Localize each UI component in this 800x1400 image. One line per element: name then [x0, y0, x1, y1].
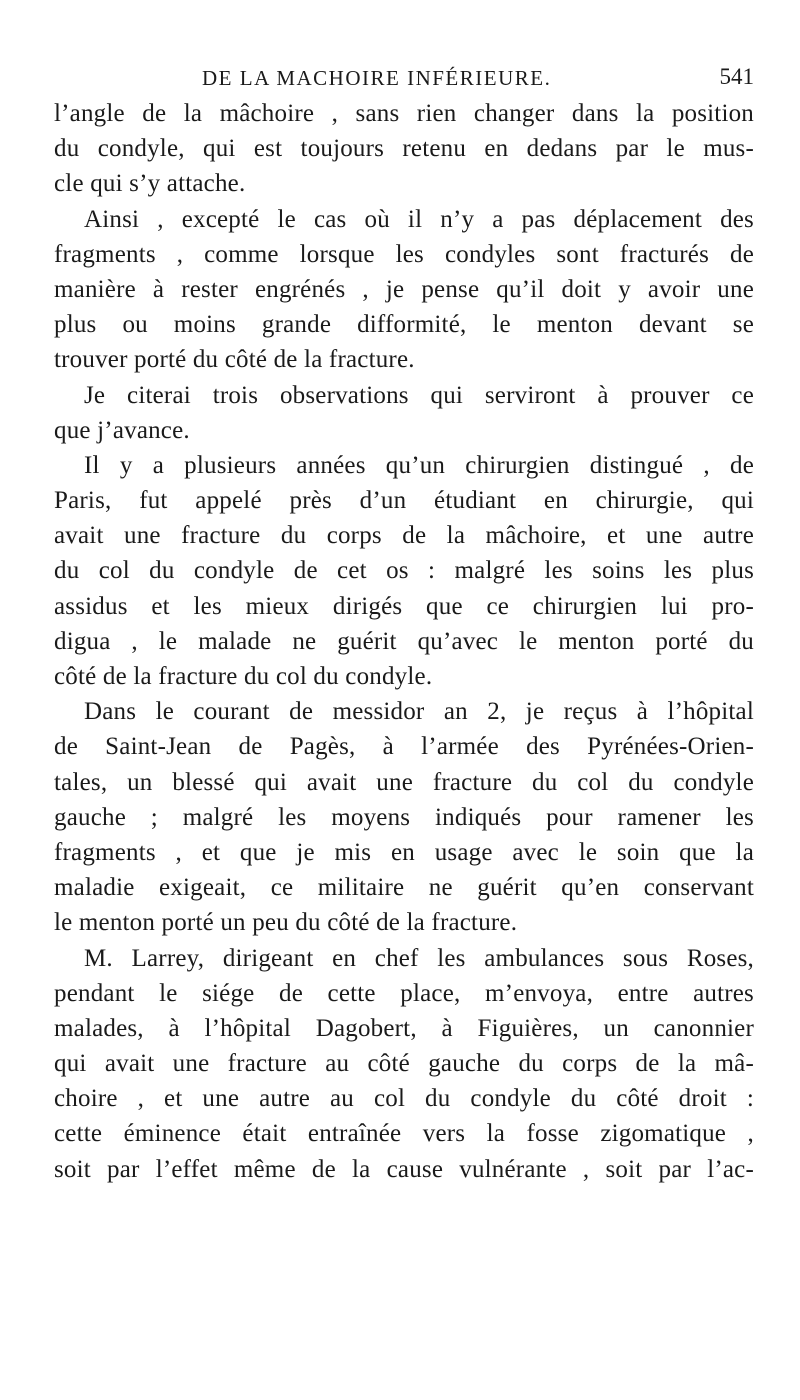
text-line: du condyle, qui est toujours retenu en dedans par le mus-: [54, 135, 754, 163]
text-line: cette éminence était entraînée vers la fosse zigomatique ,: [54, 1120, 754, 1148]
text-line: gauche ; malgré les moyens indiqués pour ramener les: [54, 803, 754, 831]
text-line: Je citerai trois observations qui serviront à prouver ce: [84, 381, 754, 409]
text-line: pendant le siége de cette place, m’envoya, entre autres: [54, 979, 754, 1007]
text-line: cle qui s’y attache.: [54, 170, 246, 198]
text-line: malades, à l’hôpital Dagobert, à Figuières, un canonnier: [54, 1014, 754, 1042]
text-line: fragments , comme lorsque les condyles sont fracturés de: [54, 240, 754, 268]
text-line: manière à rester engrénés , je pense qu’il doit y avoir une: [54, 275, 754, 303]
text-line: que j’avance.: [54, 416, 190, 444]
text-line: soit par l’effet même de la cause vulnérante , soit par l’ac-: [54, 1155, 754, 1183]
text-line: avait une fracture du corps de la mâchoire, et une autre: [54, 522, 754, 550]
text-line: de Saint-Jean de Pagès, à l’armée des Pyrénées-Orien-: [54, 733, 754, 761]
text-line: plus ou moins grande difformité, le menton devant se: [54, 311, 754, 339]
text-line: le menton porté un peu du côté de la fracture.: [54, 909, 518, 937]
text-line: Ainsi , excepté le cas où il n’y a pas déplacement des: [84, 205, 754, 233]
text-line: côté de la fracture du col du condyle.: [54, 663, 433, 690]
book-page: [54, 56, 754, 1187]
page-header: [54, 56, 754, 96]
running-title: DE LA MACHOIRE INFÉRIEURE.: [202, 66, 552, 90]
page-number: 541: [719, 64, 754, 89]
text-line: Paris, fut appelé près d’un étudiant en chirurgie, qui: [54, 487, 754, 515]
text-line: du col du condyle de cet os : malgré les soins les plus: [54, 557, 754, 585]
text-line: l’angle de la mâchoire , sans rien changer dans la position: [54, 100, 754, 127]
text-line: Dans le courant de messidor an 2, je reçus à l’hôpital: [84, 698, 754, 726]
text-line: maladie exigeait, ce militaire ne guérit qu’en conservant: [54, 874, 754, 902]
text-line: digua , le malade ne guérit qu’avec le menton porté du: [54, 627, 754, 655]
text-line: fragments , et que je mis en usage avec le soin que la: [54, 838, 754, 866]
text-line: M. Larrey, dirigeant en chef les ambulances sous Roses,: [84, 944, 754, 972]
text-line: qui avait une fracture au côté gauche du corps de la mâ-: [54, 1050, 754, 1078]
text-line: trouver porté du côté de la fracture.: [54, 346, 415, 374]
text-line: choire , et une autre au col du condyle du côté droit :: [54, 1085, 754, 1113]
text-line: tales, un blessé qui avait une fracture du col du condyle: [54, 768, 754, 796]
text-line: Il y a plusieurs années qu’un chirurgien distingué , de: [84, 451, 754, 479]
text-line: assidus et les mieux dirigés que ce chirurgien lui pro-: [54, 592, 754, 620]
body-text: [54, 96, 754, 1187]
